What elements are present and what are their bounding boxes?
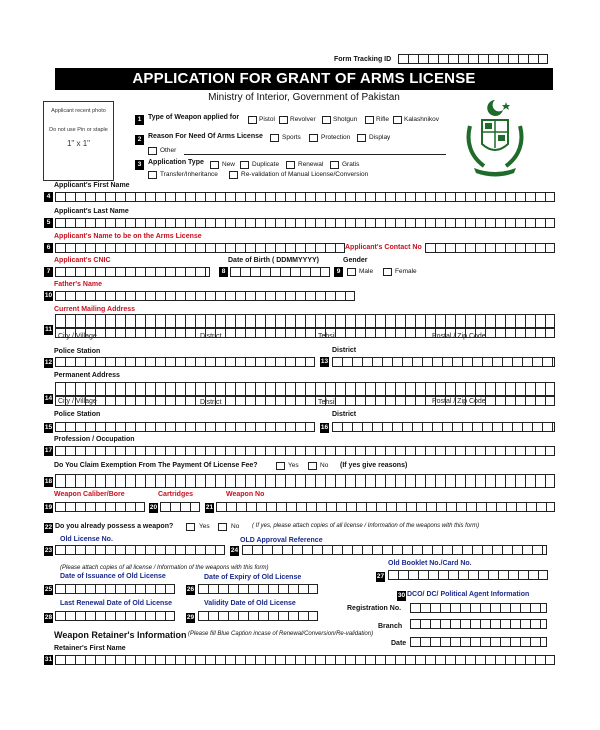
contact-field[interactable] xyxy=(425,243,555,253)
police-station-label: Police Station xyxy=(54,348,101,355)
option-female: Female xyxy=(395,268,417,275)
q24-number: 24 xyxy=(230,547,239,554)
checkbox-possess-yes[interactable] xyxy=(186,523,195,531)
option-possess-yes: Yes xyxy=(199,523,210,530)
district-field-13[interactable] xyxy=(332,357,555,367)
option-exemption-yes: Yes xyxy=(288,462,299,469)
date-label: Date xyxy=(391,640,407,647)
weapon-no-label: Weapon No xyxy=(226,491,265,498)
q2-number: 2 xyxy=(135,135,144,145)
q8-number: 8 xyxy=(219,267,228,277)
retainer-first-name-field[interactable] xyxy=(55,655,555,665)
checkbox-revalidation[interactable] xyxy=(229,171,238,179)
validity-label: Validity Date of Old License xyxy=(204,600,296,607)
permanent-address-label: Permanent Address xyxy=(54,372,120,379)
registration-label: Registration No. xyxy=(347,605,402,612)
retainer-heading: Weapon Retainer's Information xyxy=(54,630,187,640)
police-station-field[interactable] xyxy=(55,357,315,367)
dob-label: Date of Birth ( DDMMYYYY) xyxy=(228,257,319,264)
checkbox-protection[interactable] xyxy=(309,134,318,142)
q1-label: Type of Weapon applied for xyxy=(148,114,240,121)
checkbox-kalashnikov[interactable] xyxy=(393,116,402,124)
q3-label: Application Type xyxy=(148,159,204,166)
first-name-label: Applicant's First Name xyxy=(54,182,130,189)
option-shotgun: Shotgun xyxy=(333,116,358,123)
option-other: Other xyxy=(160,147,177,154)
checkbox-possess-no[interactable] xyxy=(218,523,227,531)
district-label-13: District xyxy=(332,347,357,354)
checkbox-renewal[interactable] xyxy=(286,161,295,169)
q16-number: 16 xyxy=(320,424,329,431)
option-revalidation: Re-validation of Manual License/Conversion xyxy=(241,171,369,178)
gender-label: Gender xyxy=(343,257,368,264)
q3-number: 3 xyxy=(135,160,144,170)
q15-number: 15 xyxy=(44,424,53,431)
issuance-field[interactable] xyxy=(55,584,175,594)
checkbox-gratis[interactable] xyxy=(330,161,339,169)
q28-number: 28 xyxy=(44,614,53,621)
checkbox-rifle[interactable] xyxy=(365,116,374,124)
possess-note: ( If yes, please attach copies of all license / Information of the weapons with this form) xyxy=(252,523,480,529)
expiry-field[interactable] xyxy=(198,584,318,594)
police-station-field-15[interactable] xyxy=(55,422,315,432)
option-sports: Sports xyxy=(282,134,301,141)
branch-field[interactable] xyxy=(410,619,547,629)
q21-number: 21 xyxy=(205,504,214,511)
photo-box xyxy=(43,101,114,181)
q6-number: 6 xyxy=(44,243,53,253)
current-tehsil-label: Tehsil xyxy=(318,333,336,340)
old-approval-field[interactable] xyxy=(242,545,547,555)
option-display: Display xyxy=(369,134,391,141)
district-label-16: District xyxy=(332,411,357,418)
option-exemption-no: No xyxy=(320,462,329,469)
q31-number: 31 xyxy=(44,656,53,663)
validity-field[interactable] xyxy=(198,611,318,621)
q12-number: 12 xyxy=(44,359,53,366)
permanent-postal-label: Postal / Zip Code xyxy=(432,398,486,405)
first-name-field[interactable] xyxy=(55,192,555,202)
retainer-first-name-label: Retainer's First Name xyxy=(54,645,126,652)
q1-number: 1 xyxy=(135,115,144,125)
q9-number: 9 xyxy=(334,267,343,277)
option-transfer: Transfer/Inheritance xyxy=(160,171,218,178)
tracking-id-field[interactable] xyxy=(398,54,548,64)
district-field-16[interactable] xyxy=(332,422,555,432)
current-city-label: City / Village xyxy=(58,333,97,340)
tracking-id-label: Form Tracking ID xyxy=(334,56,392,63)
cartridges-label: Cartridges xyxy=(158,491,194,498)
option-duplicate: Duplicate xyxy=(252,161,280,168)
father-name-label: Father's Name xyxy=(54,281,102,288)
old-license-label: Old License No. xyxy=(60,536,113,543)
current-address-label: Current Mailing Address xyxy=(54,306,136,313)
dob-field[interactable] xyxy=(230,267,330,277)
form-title: APPLICATION FOR GRANT OF ARMS LICENSE xyxy=(55,68,553,90)
old-license-field[interactable] xyxy=(55,545,225,555)
q5-number: 5 xyxy=(44,218,53,228)
q2-label: Reason For Need Of Arms License xyxy=(148,133,263,140)
q18-number: 18 xyxy=(44,478,53,485)
weapon-no-field[interactable] xyxy=(216,502,555,512)
police-station-label-15: Police Station xyxy=(54,411,101,418)
current-postal-label: Postal / Zip Code xyxy=(432,333,486,340)
father-name-field[interactable] xyxy=(55,291,355,301)
q17-number: 17 xyxy=(44,447,53,454)
q11-number: 11 xyxy=(45,326,52,333)
photo-text: Applicant recent photo xyxy=(51,108,106,114)
permanent-tehsil-label: Tehsil xyxy=(318,399,336,406)
checkbox-female[interactable] xyxy=(383,268,392,276)
q13-number: 13 xyxy=(320,358,329,365)
profession-label: Profession / Occupation xyxy=(54,436,135,443)
date-field[interactable] xyxy=(410,637,547,647)
checkbox-revolver[interactable] xyxy=(279,116,288,124)
dco-label: DCO/ DC/ Political Agent Information xyxy=(407,591,530,598)
current-address-line1[interactable] xyxy=(55,314,555,328)
q20-number: 20 xyxy=(149,504,158,511)
exemption-label: Do You Claim Exemption From The Payment Of License Fee? xyxy=(54,462,258,469)
other-reason-line[interactable] xyxy=(184,154,446,155)
possess-label: Do you already possess a weapon? xyxy=(55,523,174,530)
caliber-label: Weapon Caliber/Bore xyxy=(54,491,125,498)
old-booklet-label: Old Booklet No./Card No. xyxy=(388,560,472,567)
retainer-note: (Please fill Blue Caption incase of Renewal/Conversion/Re-validation) xyxy=(188,631,374,637)
last-name-field[interactable] xyxy=(55,218,555,228)
registration-field[interactable] xyxy=(410,603,547,613)
last-renewal-field[interactable] xyxy=(55,611,175,621)
q10-number: 10 xyxy=(44,292,53,299)
last-renewal-label: Last Renewal Date of Old License xyxy=(60,600,173,607)
option-new: New xyxy=(222,161,236,168)
cnic-label: Applicant's CNIC xyxy=(54,257,111,264)
q27-number: 27 xyxy=(376,573,385,580)
q7-number: 7 xyxy=(44,267,53,277)
cnic-field[interactable] xyxy=(55,267,210,277)
option-protection: Protection xyxy=(321,134,351,141)
checkbox-exemption-yes[interactable] xyxy=(276,462,285,470)
permanent-address-line1[interactable] xyxy=(55,382,555,396)
q19-number: 19 xyxy=(44,504,53,511)
q30-number: 30 xyxy=(397,592,406,599)
last-name-label: Applicant's Last Name xyxy=(54,208,129,215)
q29-number: 29 xyxy=(186,614,195,621)
current-district-label: District xyxy=(200,333,222,340)
checkbox-new[interactable] xyxy=(210,161,219,169)
issuance-label: Date of Issuance of Old License xyxy=(60,573,166,580)
profession-field[interactable] xyxy=(55,446,555,456)
option-male: Male xyxy=(359,268,374,275)
checkbox-sports[interactable] xyxy=(270,134,279,142)
option-possess-no: No xyxy=(231,523,240,530)
option-rifle: Rifle xyxy=(376,116,390,123)
q23-number: 23 xyxy=(44,547,53,554)
caliber-field[interactable] xyxy=(55,502,145,512)
option-pistol: Pistol xyxy=(259,116,275,123)
checkbox-pistol[interactable] xyxy=(248,116,257,124)
cartridges-field[interactable] xyxy=(160,502,200,512)
contact-label: Applicant's Contact No xyxy=(345,244,422,251)
license-name-label: Applicant's Name to be on the Arms License xyxy=(54,233,202,240)
license-name-field[interactable] xyxy=(55,243,345,253)
checkbox-display[interactable] xyxy=(357,134,366,142)
q14-number: 14 xyxy=(44,395,53,402)
exemption-note: (If yes give reasons) xyxy=(340,462,408,469)
photo-note: Do not use Pin or staple xyxy=(49,127,108,133)
pakistan-emblem-icon xyxy=(460,96,530,178)
photo-size: 1" x 1" xyxy=(66,139,91,148)
attach-note: (Please attach copies of all license / Information of the weapons with this form) xyxy=(60,565,269,571)
option-revolver: Revolver xyxy=(290,116,316,123)
permanent-city-label: City / Village xyxy=(58,398,97,405)
option-renewal: Renewal xyxy=(298,161,324,168)
checkbox-shotgun[interactable] xyxy=(322,116,331,124)
form-subtitle: Ministry of Interior, Government of Pakistan xyxy=(208,92,400,103)
exemption-reason-field[interactable] xyxy=(55,474,555,488)
q22-number: 22 xyxy=(44,524,53,531)
old-approval-label: OLD Approval Reference xyxy=(240,537,323,544)
checkbox-exemption-no[interactable] xyxy=(308,462,317,470)
checkbox-duplicate[interactable] xyxy=(240,161,249,169)
permanent-district-label: District xyxy=(200,399,222,406)
checkbox-other[interactable] xyxy=(148,147,157,155)
q26-number: 26 xyxy=(186,586,195,593)
option-kalashnikov: Kalashnikov xyxy=(404,116,440,123)
checkbox-male[interactable] xyxy=(347,268,356,276)
q4-number: 4 xyxy=(44,192,53,202)
old-booklet-field[interactable] xyxy=(388,570,548,580)
expiry-label: Date of Expiry of Old License xyxy=(204,574,302,581)
branch-label: Branch xyxy=(378,623,403,630)
q25-number: 25 xyxy=(44,586,53,593)
option-gratis: Gratis xyxy=(342,161,360,168)
checkbox-transfer[interactable] xyxy=(148,171,157,179)
